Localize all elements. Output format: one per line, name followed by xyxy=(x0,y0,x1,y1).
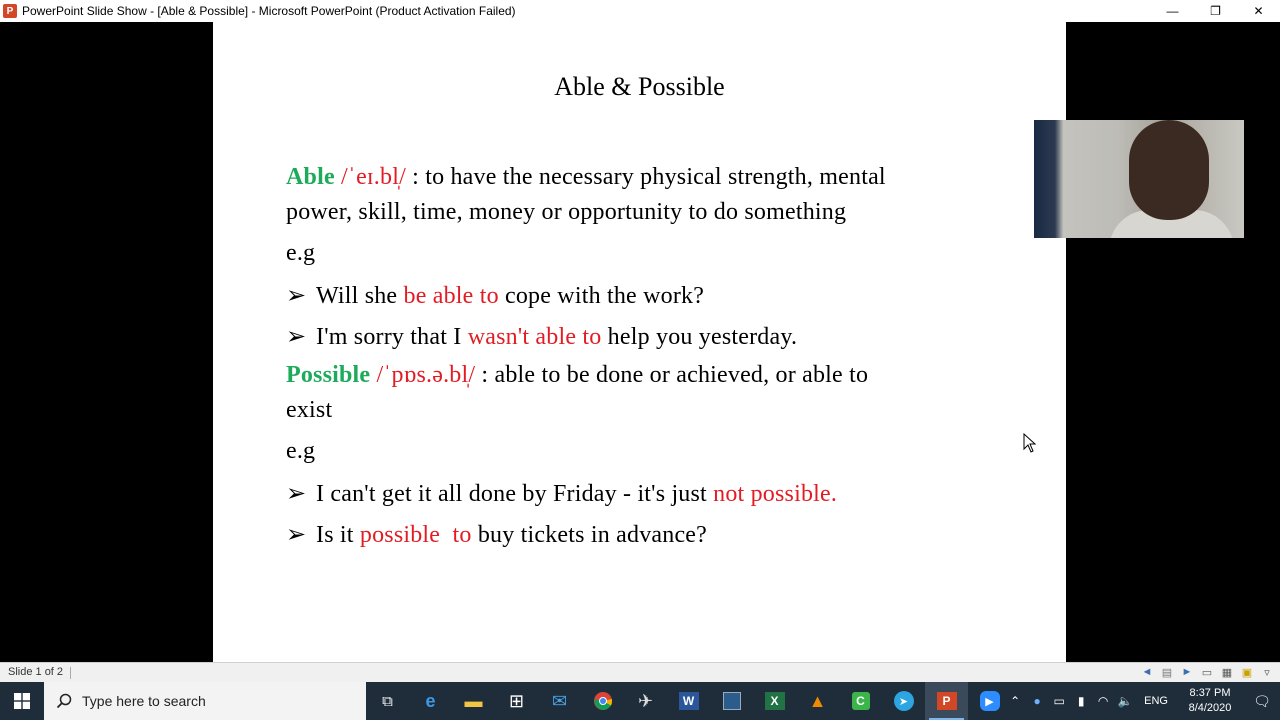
window-title: PowerPoint Slide Show - [Able & Possible] - Microsoft PowerPoint (Product Activation Failed) xyxy=(22,4,516,18)
example-text: Is it xyxy=(316,522,360,548)
possible-definition-line xyxy=(286,362,868,389)
notes-icon[interactable]: ▤ xyxy=(1161,666,1173,679)
battery-icon[interactable]: ▮ xyxy=(1077,694,1085,708)
slide[interactable] xyxy=(213,22,1066,662)
example-bullet xyxy=(286,322,797,351)
powerpoint-taskbar-icon[interactable] xyxy=(925,682,968,720)
example-text: I can't get it all done by Friday - it's just xyxy=(316,481,714,507)
device-icon[interactable]: ▭ xyxy=(1053,694,1065,708)
start-button[interactable] xyxy=(0,682,44,720)
example-text: I'm sorry that I xyxy=(316,324,468,350)
telegram-icon[interactable] xyxy=(882,682,925,720)
reading-view-icon[interactable]: ▣ xyxy=(1241,666,1253,679)
example-bullet xyxy=(286,281,704,310)
excel-logo-icon: X xyxy=(765,692,785,710)
next-icon[interactable]: ► xyxy=(1181,666,1193,678)
chrome-logo-icon xyxy=(593,691,613,711)
telegram-logo-icon: ➤ xyxy=(894,691,914,711)
status-bar xyxy=(0,662,1280,682)
powerpoint-logo-icon: P xyxy=(937,692,957,710)
able-definition-line xyxy=(286,164,886,191)
taskbar xyxy=(0,682,1280,720)
task-view-icon[interactable]: ⧉ xyxy=(382,692,393,710)
example-bullet xyxy=(286,479,837,508)
bird-app-icon[interactable]: ✈ xyxy=(637,690,654,711)
camtasia-logo-icon: C xyxy=(852,692,870,710)
zoom-logo-icon: ▶ xyxy=(980,691,1000,711)
powerpoint-icon: P xyxy=(3,4,17,18)
example-highlight: possible to xyxy=(359,522,472,548)
arrow-bullet-icon: ➢ xyxy=(286,324,307,350)
search-icon xyxy=(56,693,72,709)
title-bar xyxy=(0,0,1280,22)
system-tray xyxy=(1004,682,1280,720)
mail-icon[interactable]: ✉ xyxy=(551,690,568,711)
able-definition-cont: power, skill, time, money or opportunity to do something xyxy=(286,199,847,225)
slide-title: Able & Possible xyxy=(554,72,725,101)
example-text: buy tickets in advance? xyxy=(471,522,708,548)
normal-view-icon[interactable]: ▭ xyxy=(1201,666,1213,679)
able-ipa: /ˈeɪ.bl̩/ xyxy=(341,164,406,190)
possible-definition-cont: exist xyxy=(286,397,333,423)
slide-sorter-icon[interactable]: ▦ xyxy=(1221,666,1233,679)
wifi-icon[interactable]: ◠ xyxy=(1097,694,1109,708)
slide-counter: Slide 1 of 2 xyxy=(8,666,64,678)
excel-icon[interactable] xyxy=(753,682,796,720)
taskbar-apps xyxy=(366,682,1011,720)
arrow-bullet-icon: ➢ xyxy=(286,283,307,309)
calculator-logo-icon xyxy=(723,692,741,710)
clock[interactable] xyxy=(1176,686,1244,716)
search-placeholder: Type here to search xyxy=(82,693,206,709)
example-text: help you yesterday. xyxy=(601,324,798,350)
example-bullet xyxy=(286,520,707,549)
camtasia-icon[interactable] xyxy=(839,682,882,720)
webcam-overlay[interactable] xyxy=(1034,120,1244,238)
example-text: . xyxy=(830,481,838,507)
eg-label: e.g xyxy=(286,240,316,266)
slideshow-stage[interactable] xyxy=(0,22,1280,662)
restore-button[interactable]: ❐ xyxy=(1210,4,1221,18)
example-highlight: not possible xyxy=(713,481,831,507)
clock-time: 8:37 PM xyxy=(1189,687,1231,699)
able-keyword: Able xyxy=(286,164,335,190)
minimize-button[interactable]: — xyxy=(1166,4,1179,18)
example-highlight: be able to xyxy=(403,283,499,309)
chrome-icon[interactable] xyxy=(581,682,624,720)
example-text: Will she xyxy=(316,283,404,309)
file-explorer-icon[interactable]: ▬ xyxy=(464,690,483,711)
windows-logo-icon xyxy=(14,693,30,709)
window-controls xyxy=(1151,0,1280,22)
clock-date: 8/4/2020 xyxy=(1188,702,1232,714)
example-highlight: wasn't able to xyxy=(467,324,602,350)
chevron-up-icon[interactable]: ⌃ xyxy=(1010,694,1021,708)
arrow-bullet-icon: ➢ xyxy=(286,481,307,507)
able-definition: : to have the necessary physical strength, mental xyxy=(405,164,886,190)
webcam-person-head xyxy=(1129,120,1209,220)
word-logo-icon: W xyxy=(679,692,699,710)
zoom-tray-icon[interactable]: ● xyxy=(1033,694,1041,708)
mouse-cursor-icon xyxy=(1023,433,1037,453)
taskbar-search[interactable] xyxy=(44,682,366,720)
edge-icon[interactable]: e xyxy=(425,690,436,711)
word-icon[interactable] xyxy=(667,682,710,720)
calculator-icon[interactable] xyxy=(710,682,753,720)
slideshow-icon[interactable]: ▿ xyxy=(1264,666,1270,679)
volume-icon[interactable]: 🔈 xyxy=(1117,694,1133,708)
arrow-bullet-icon: ➢ xyxy=(286,522,307,548)
vlc-icon[interactable]: ▲ xyxy=(808,690,827,711)
possible-ipa: /ˈpɒs.ə.bl̩/ xyxy=(376,362,476,388)
store-icon[interactable]: ⊞ xyxy=(508,690,525,711)
eg-label: e.g xyxy=(286,438,316,464)
status-divider xyxy=(70,667,71,679)
possible-keyword: Possible xyxy=(286,362,371,388)
possible-definition: : able to be done or achieved, or able to xyxy=(475,362,869,388)
status-icons xyxy=(1140,665,1274,679)
notification-icon[interactable]: 🗨 xyxy=(1253,692,1271,709)
close-button[interactable]: ✕ xyxy=(1253,4,1264,18)
example-text: cope with the work? xyxy=(498,283,705,309)
previous-icon[interactable]: ◄ xyxy=(1141,666,1153,678)
language-indicator[interactable]: ENG xyxy=(1144,695,1168,707)
